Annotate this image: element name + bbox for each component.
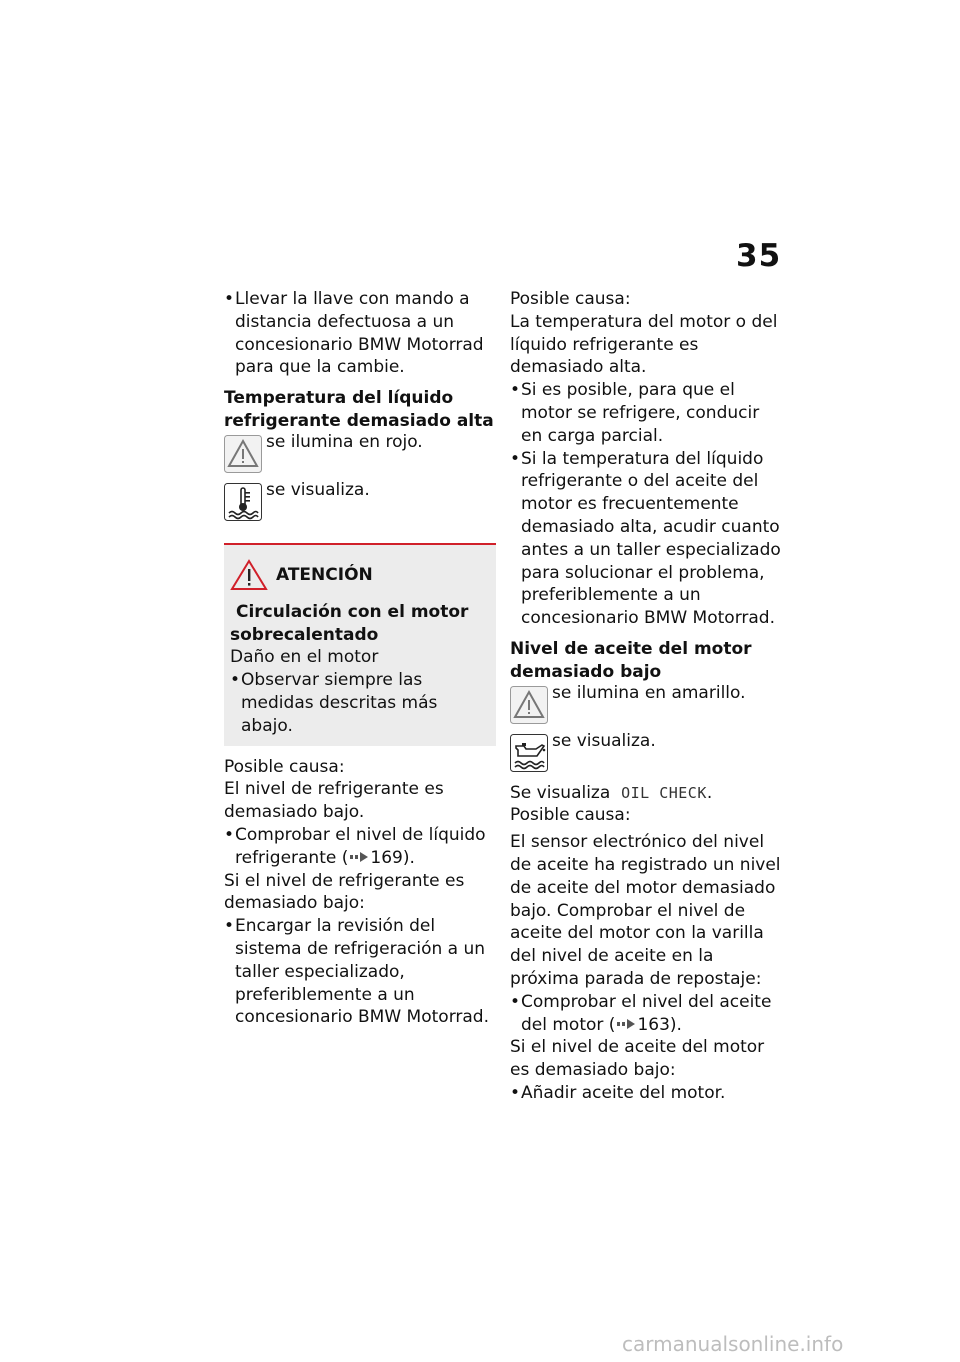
indicator-row: [224, 479, 496, 521]
page-reference[interactable]: 163).: [637, 1014, 682, 1035]
reference-arrow-icon: [348, 850, 370, 864]
indicator-text: se ilumina en amarillo.: [552, 682, 746, 703]
warning-title: ATENCIÓN: [276, 564, 373, 585]
display-code: OIL CHECK: [621, 783, 707, 802]
indicator-text: se visualiza.: [552, 730, 656, 751]
indicator-text: se ilumina en rojo.: [266, 431, 423, 452]
page-reference[interactable]: 169).: [370, 847, 415, 868]
indicator-row: [224, 431, 496, 473]
list-item: • Si es posible, para que el motor se refrigere, conducir en carga parcial.: [510, 379, 784, 447]
footer-watermark: carmanualsonline.info: [622, 1332, 844, 1356]
list-item: [510, 991, 784, 1037]
cause-label: Posible causa:: [510, 805, 631, 826]
cause-label: Posible causa:: [224, 756, 345, 777]
list-item: [224, 824, 496, 870]
display-line: Se visualiza OIL CHECK.: [510, 782, 713, 803]
oil-can-icon: [510, 734, 548, 772]
section-heading: Nivel de aceite del motor demasiado bajo: [510, 638, 752, 682]
condition-text: Si el nivel de refrigerante es demasiado bajo:: [224, 870, 465, 914]
list-item-text: Comprobar el nivel del aceite del motor (: [521, 991, 772, 1035]
cause-label: Posible causa:: [510, 289, 631, 309]
list-item: • Observar siempre las medidas descritas más abajo.: [230, 669, 488, 737]
indicator-text: se visualiza.: [266, 479, 370, 500]
warning-subtitle: [230, 601, 488, 647]
warning-triangle-icon: [224, 435, 262, 473]
display-label: Se visualiza: [510, 782, 611, 803]
list-item: • Llevar la llave con mando a distancia defectuosa a un concesionario BMW Motorrad para que la cambie.: [224, 288, 496, 379]
left-column: [224, 288, 496, 1029]
indicator-row: [510, 730, 784, 772]
list-item: • Encargar la revisión del sistema de refrigeración a un taller especializado, preferiblemente a un concesionario BMW Motorrad.: [224, 915, 496, 1029]
warning-triangle-icon: [510, 686, 548, 724]
indicator-row: [510, 682, 784, 724]
cause-text: El nivel de refrigerante es demasiado bajo.: [224, 779, 444, 823]
cause-text: El sensor electrónico del nivel de aceite ha registrado un nivel de aceite del motor demasiado bajo. Comprobar el nivel de aceite del motor con la varilla del nivel de aceite en la próxima parada de repostaje:: [510, 832, 781, 989]
warning-line: Daño en el motor: [230, 647, 379, 668]
list-item-text: Comprobar el nivel de líquido refrigerante (: [235, 824, 486, 868]
coolant-temperature-icon: [224, 483, 262, 521]
warning-triangle-icon: [230, 559, 268, 591]
page-number: 35: [736, 238, 782, 274]
section-heading: Temperatura del líquido refrigerante demasiado alta: [224, 388, 494, 431]
warning-header: [230, 559, 488, 591]
warning-subtitle-text: Circulación con el motor sobrecalentado: [230, 601, 469, 645]
warning-box: [224, 543, 496, 746]
list-item: • Si la temperatura del líquido refrigerante o del aceite del motor es frecuentemente demasiado alta, acudir cuanto antes a un taller especializado para solucionar el problema, preferiblemente a un concesionario BMW Motorrad.: [510, 448, 784, 630]
reference-arrow-icon: [615, 1017, 637, 1031]
list-item: • Añadir aceite del motor.: [510, 1082, 784, 1105]
condition-text: Si el nivel de aceite del motor es demasiado bajo:: [510, 1037, 765, 1081]
cause-text: La temperatura del motor o del líquido refrigerante es demasiado alta.: [510, 311, 778, 378]
right-column: [510, 288, 784, 1105]
